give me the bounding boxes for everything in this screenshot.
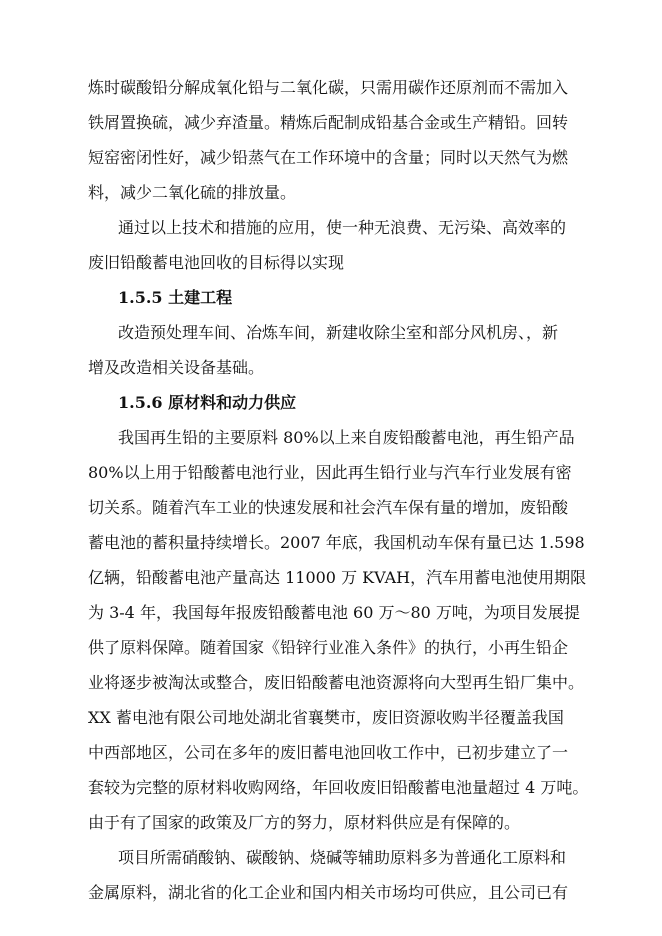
text-line-14: 蓄电池的蓄积量持续增长。2007 年底，我国机动车保有量已达 1.598 — [88, 533, 585, 552]
text-line-6: 废旧铅酸蓄电池回收的目标得以实现 — [88, 253, 345, 272]
text-line-19: XX 蓄电池有限公司地处湖北省襄樊市，废旧资源收购半径覆盖我国 — [88, 708, 564, 727]
paragraph-first-line: 通过以上技术和措施的应用，使一种无浪费、无污染、高效率的 — [118, 218, 567, 237]
text-line-9: 增及改造相关设备基础。 — [88, 358, 265, 377]
text-line-4: 料，减少二氧化硫的排放量。 — [88, 183, 297, 202]
text-line-18: 业将逐步被淘汰或整合，废旧铅酸蓄电池资源将向大型再生铅厂集中。 — [88, 673, 585, 692]
text-line-17: 供了原料保障。随着国家《铅锌行业准入条件》的执行，小再生铅企 — [88, 638, 569, 657]
section-heading-1-5-6: 1.5.6 原材料和动力供应 — [118, 393, 297, 412]
text-line-24: 金属原料，湖北省的化工企业和国内相关市场均可供应，且公司已有 — [88, 883, 569, 902]
text-line-2: 铁屑置换硫，减少弃渣量。精炼后配制成铅基合金或生产精铅。回转 — [88, 113, 569, 132]
text-line-12: 80%以上用于铅酸蓄电池行业，因此再生铅行业与汽车行业发展有密 — [88, 463, 572, 482]
paragraph-first-line: 改造预处理车间、冶炼车间，新建收除尘室和部分风机房、，新 — [118, 323, 559, 342]
text-line-13: 切关系。随着汽车工业的快速发展和社会汽车保有量的增加，废铅酸 — [88, 498, 569, 517]
paragraph-first-line: 我国再生铅的主要原料 80%以上来自废铅酸蓄电池，再生铅产品 — [118, 428, 575, 447]
section-heading-1-5-5: 1.5.5 土建工程 — [118, 288, 233, 307]
text-line-20: 中西部地区，公司在多年的废旧蓄电池回收工作中，已初步建立了一 — [88, 743, 569, 762]
text-line-1: 炼时碳酸铅分解成氧化铅与二氧化碳，只需用碳作还原剂而不需加入 — [88, 78, 569, 97]
paragraph-first-line: 项目所需硝酸钠、碳酸钠、烧碱等辅助原料多为普通化工原料和 — [118, 848, 567, 867]
text-line-3: 短窑密闭性好，减少铅蒸气在工作环境中的含量；同时以天然气为燃 — [88, 148, 569, 167]
text-line-15: 亿辆，铅酸蓄电池产量高达 11000 万 KVAH，汽车用蓄电池使用期限 — [88, 568, 587, 587]
text-line-22: 由于有了国家的政策及厂方的努力，原材料供应是有保障的。 — [88, 813, 521, 832]
text-line-21: 套较为完整的原材料收购网络，年回收废旧铅酸蓄电池量超过 4 万吨。 — [88, 778, 589, 797]
text-line-16: 为 3-4 年，我国每年报废铅酸蓄电池 60 万～80 万吨，为项目发展提 — [88, 603, 580, 622]
